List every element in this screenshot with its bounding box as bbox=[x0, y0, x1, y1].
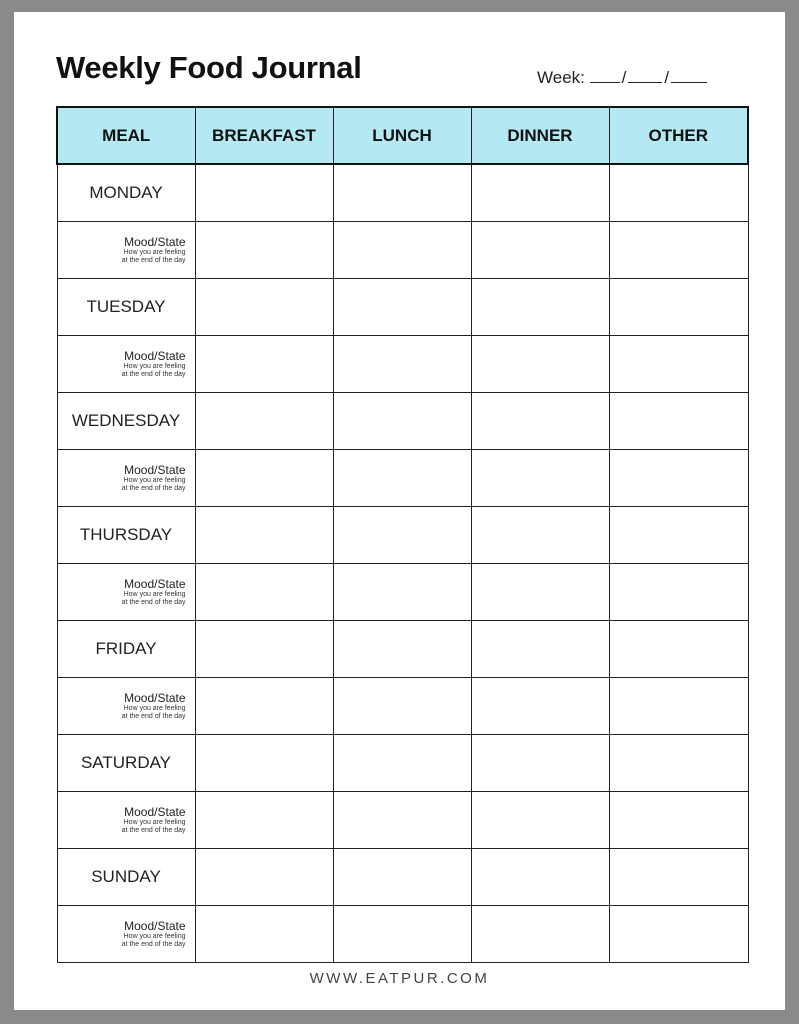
food-journal-table bbox=[56, 106, 749, 963]
mood-row bbox=[57, 564, 748, 621]
mood-cell-other[interactable] bbox=[609, 906, 748, 963]
day-label: THURSDAY bbox=[57, 507, 195, 564]
mood-cell-lunch[interactable] bbox=[333, 906, 471, 963]
entry-cell-lunch[interactable] bbox=[333, 849, 471, 906]
mood-subtitle: at the end of the day bbox=[121, 484, 186, 492]
entry-cell-other[interactable] bbox=[609, 393, 748, 450]
day-row bbox=[57, 279, 748, 336]
week-blank-month[interactable] bbox=[590, 68, 620, 83]
mood-title: Mood/State bbox=[124, 234, 186, 249]
page-title: Weekly Food Journal bbox=[56, 50, 362, 85]
mood-cell-other[interactable] bbox=[609, 564, 748, 621]
mood-cell-lunch[interactable] bbox=[333, 678, 471, 735]
day-row bbox=[57, 621, 748, 678]
slash-divider: / bbox=[664, 68, 670, 87]
mood-cell-dinner[interactable] bbox=[471, 564, 609, 621]
mood-cell-dinner[interactable] bbox=[471, 906, 609, 963]
mood-subtitle: at the end of the day bbox=[121, 598, 186, 606]
entry-cell-breakfast[interactable] bbox=[195, 164, 333, 222]
week-blank-year[interactable] bbox=[671, 68, 707, 83]
mood-subtitle: How you are feeling bbox=[123, 932, 186, 940]
mood-row bbox=[57, 336, 748, 393]
mood-label bbox=[57, 222, 195, 279]
header-row bbox=[57, 107, 748, 164]
mood-cell-dinner[interactable] bbox=[471, 222, 609, 279]
mood-label bbox=[57, 450, 195, 507]
column-header-breakfast: BREAKFAST bbox=[195, 107, 333, 164]
mood-cell-dinner[interactable] bbox=[471, 336, 609, 393]
mood-label bbox=[57, 336, 195, 393]
mood-subtitle: How you are feeling bbox=[123, 362, 186, 370]
mood-cell-dinner[interactable] bbox=[471, 792, 609, 849]
mood-label bbox=[57, 678, 195, 735]
mood-subtitle: at the end of the day bbox=[121, 940, 186, 948]
day-label: SUNDAY bbox=[57, 849, 195, 906]
day-row bbox=[57, 735, 748, 792]
journal-sheet bbox=[14, 12, 785, 1010]
mood-subtitle: at the end of the day bbox=[121, 712, 186, 720]
mood-subtitle: How you are feeling bbox=[123, 590, 186, 598]
mood-cell-lunch[interactable] bbox=[333, 792, 471, 849]
slash-divider: / bbox=[621, 68, 627, 87]
entry-cell-breakfast[interactable] bbox=[195, 393, 333, 450]
mood-cell-breakfast[interactable] bbox=[195, 450, 333, 507]
mood-subtitle: How you are feeling bbox=[123, 476, 186, 484]
entry-cell-lunch[interactable] bbox=[333, 621, 471, 678]
column-header-lunch: LUNCH bbox=[333, 107, 471, 164]
column-header-other: OTHER bbox=[609, 107, 748, 164]
mood-title: Mood/State bbox=[124, 576, 186, 591]
mood-subtitle: at the end of the day bbox=[121, 826, 186, 834]
day-label: TUESDAY bbox=[57, 279, 195, 336]
mood-title: Mood/State bbox=[124, 918, 186, 933]
entry-cell-dinner[interactable] bbox=[471, 621, 609, 678]
column-header-dinner: DINNER bbox=[471, 107, 609, 164]
entry-cell-dinner[interactable] bbox=[471, 279, 609, 336]
day-row bbox=[57, 164, 748, 222]
footer-url: WWW.EATPUR.COM bbox=[309, 970, 490, 987]
mood-cell-breakfast[interactable] bbox=[195, 336, 333, 393]
mood-row bbox=[57, 792, 748, 849]
day-label: SATURDAY bbox=[57, 735, 195, 792]
entry-cell-dinner[interactable] bbox=[471, 507, 609, 564]
entry-cell-dinner[interactable] bbox=[471, 164, 609, 222]
mood-cell-breakfast[interactable] bbox=[195, 222, 333, 279]
entry-cell-other[interactable] bbox=[609, 507, 748, 564]
journal-body bbox=[57, 164, 748, 963]
mood-title: Mood/State bbox=[124, 690, 186, 705]
entry-cell-breakfast[interactable] bbox=[195, 735, 333, 792]
mood-cell-other[interactable] bbox=[609, 792, 748, 849]
mood-row bbox=[57, 450, 748, 507]
mood-row bbox=[57, 906, 748, 963]
mood-cell-lunch[interactable] bbox=[333, 222, 471, 279]
entry-cell-lunch[interactable] bbox=[333, 164, 471, 222]
entry-cell-lunch[interactable] bbox=[333, 735, 471, 792]
mood-cell-lunch[interactable] bbox=[333, 450, 471, 507]
mood-cell-dinner[interactable] bbox=[471, 450, 609, 507]
mood-cell-breakfast[interactable] bbox=[195, 792, 333, 849]
mood-subtitle: How you are feeling bbox=[123, 818, 186, 826]
entry-cell-other[interactable] bbox=[609, 735, 748, 792]
mood-cell-other[interactable] bbox=[609, 222, 748, 279]
day-row bbox=[57, 393, 748, 450]
mood-row bbox=[57, 222, 748, 279]
entry-cell-breakfast[interactable] bbox=[195, 849, 333, 906]
mood-label bbox=[57, 564, 195, 621]
day-row bbox=[57, 507, 748, 564]
entry-cell-other[interactable] bbox=[609, 849, 748, 906]
mood-subtitle: at the end of the day bbox=[121, 256, 186, 264]
week-blank-day[interactable] bbox=[628, 68, 662, 83]
mood-subtitle: at the end of the day bbox=[121, 370, 186, 378]
entry-cell-dinner[interactable] bbox=[471, 735, 609, 792]
entry-cell-lunch[interactable] bbox=[333, 279, 471, 336]
mood-title: Mood/State bbox=[124, 804, 186, 819]
mood-cell-lunch[interactable] bbox=[333, 336, 471, 393]
day-row bbox=[57, 849, 748, 906]
day-label: WEDNESDAY bbox=[57, 393, 195, 450]
mood-cell-other[interactable] bbox=[609, 450, 748, 507]
entry-cell-other[interactable] bbox=[609, 164, 748, 222]
mood-cell-breakfast[interactable] bbox=[195, 564, 333, 621]
entry-cell-other[interactable] bbox=[609, 621, 748, 678]
entry-cell-breakfast[interactable] bbox=[195, 621, 333, 678]
entry-cell-breakfast[interactable] bbox=[195, 507, 333, 564]
mood-label bbox=[57, 792, 195, 849]
mood-subtitle: How you are feeling bbox=[123, 704, 186, 712]
day-label: FRIDAY bbox=[57, 621, 195, 678]
mood-label bbox=[57, 906, 195, 963]
mood-title: Mood/State bbox=[124, 348, 186, 363]
entry-cell-dinner[interactable] bbox=[471, 849, 609, 906]
mood-cell-lunch[interactable] bbox=[333, 564, 471, 621]
mood-cell-breakfast[interactable] bbox=[195, 678, 333, 735]
mood-cell-breakfast[interactable] bbox=[195, 906, 333, 963]
entry-cell-lunch[interactable] bbox=[333, 393, 471, 450]
day-label: MONDAY bbox=[57, 164, 195, 222]
entry-cell-lunch[interactable] bbox=[333, 507, 471, 564]
week-label: Week: bbox=[537, 68, 585, 87]
entry-cell-breakfast[interactable] bbox=[195, 279, 333, 336]
mood-row bbox=[57, 678, 748, 735]
mood-cell-dinner[interactable] bbox=[471, 678, 609, 735]
mood-cell-other[interactable] bbox=[609, 678, 748, 735]
mood-subtitle: How you are feeling bbox=[123, 248, 186, 256]
column-header-meal: MEAL bbox=[57, 107, 195, 164]
entry-cell-other[interactable] bbox=[609, 279, 748, 336]
entry-cell-dinner[interactable] bbox=[471, 393, 609, 450]
week-field bbox=[537, 68, 707, 88]
mood-title: Mood/State bbox=[124, 462, 186, 477]
mood-cell-other[interactable] bbox=[609, 336, 748, 393]
